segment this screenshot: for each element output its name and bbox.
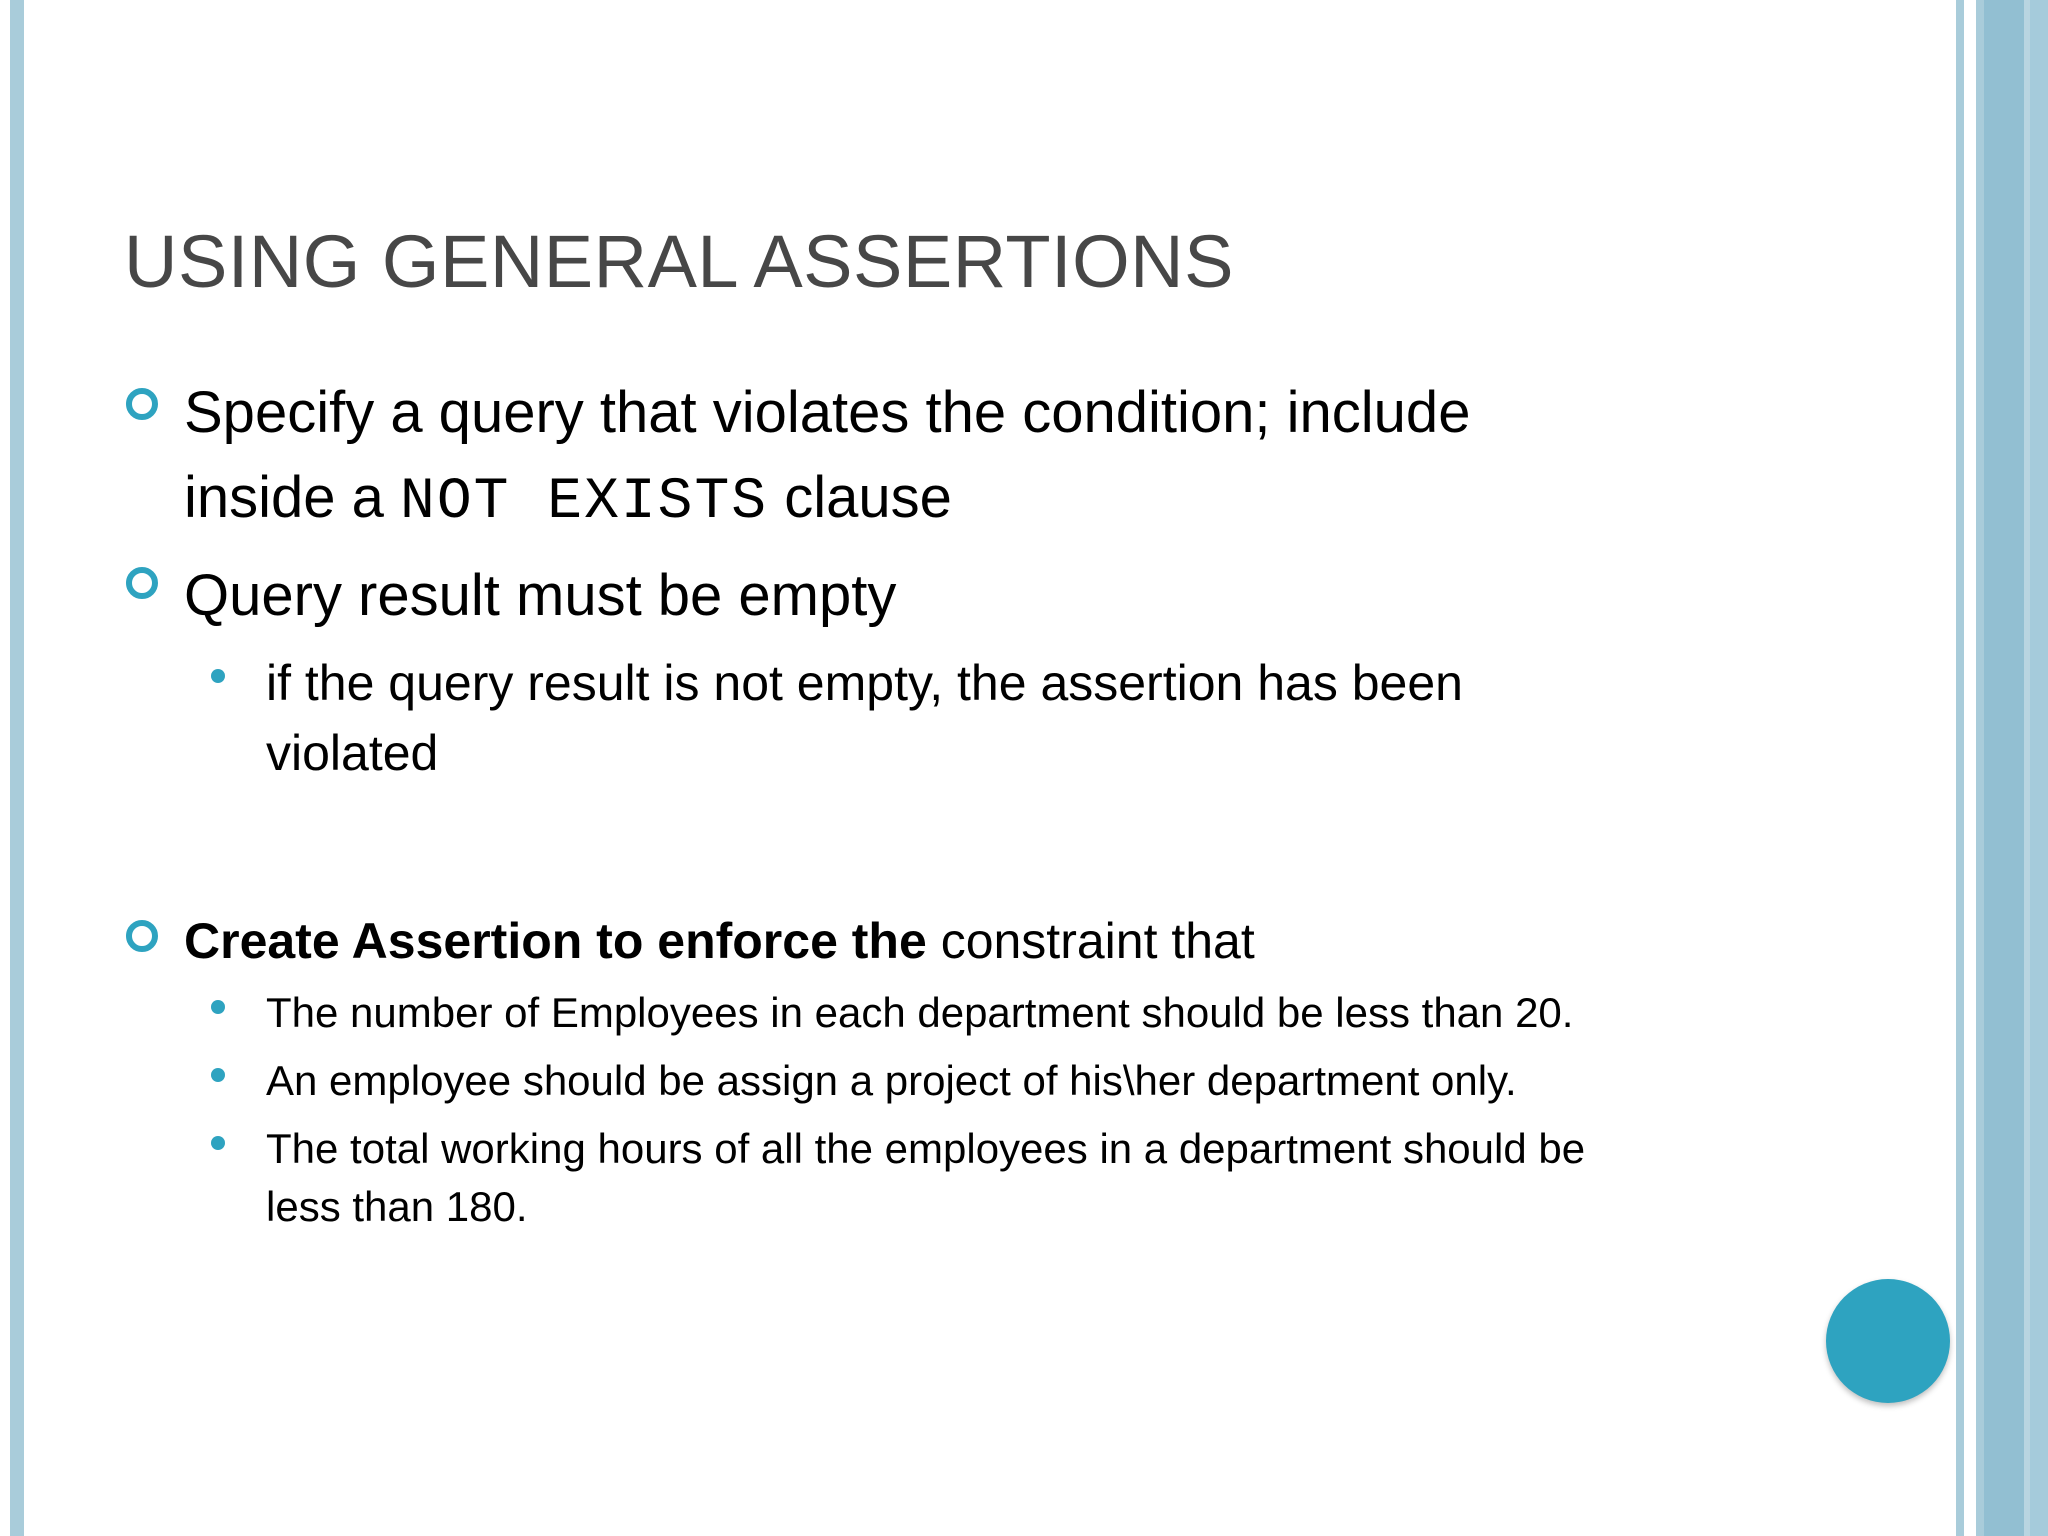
constraint-item-continuation: less than 180. bbox=[266, 1183, 528, 1230]
frame-line bbox=[2030, 0, 2048, 1536]
dot-bullet-icon bbox=[211, 1000, 225, 1014]
frame-gap bbox=[1964, 0, 1976, 1536]
point-1-line-2 bbox=[184, 457, 952, 544]
ring-bullet-icon bbox=[126, 567, 158, 599]
point-3-text bbox=[184, 905, 1255, 977]
point-1-prefix: inside a bbox=[184, 465, 384, 530]
point-1-suffix: clause bbox=[784, 465, 952, 530]
code-not-exists: NOT EXISTS bbox=[400, 470, 769, 535]
frame-line bbox=[1956, 0, 1964, 1536]
point-1-line-1: Specify a query that violates the condition; include bbox=[184, 380, 1471, 445]
frame-line bbox=[1984, 0, 2024, 1536]
constraint-item: An employee should be assign a project of his\her department only. bbox=[266, 1057, 1517, 1104]
dot-bullet-icon bbox=[211, 1068, 225, 1082]
point-2-text: Query result must be empty bbox=[184, 563, 897, 628]
point-3-bold: Create Assertion to enforce the bbox=[184, 913, 927, 969]
slide-title: USING GENERAL ASSERTIONS bbox=[124, 220, 1234, 303]
constraint-item: The total working hours of all the employees in a department should be bbox=[266, 1125, 1586, 1172]
left-border bbox=[10, 0, 24, 1536]
point-3-normal: constraint that bbox=[940, 913, 1255, 969]
constraint-item: The number of Employees in each department should be less than 20. bbox=[266, 989, 1574, 1036]
point-2-sub-line-2: violated bbox=[266, 725, 439, 781]
point-2-sub-line-1: if the query result is not empty, the assertion has been bbox=[266, 655, 1463, 711]
ring-bullet-icon bbox=[126, 920, 158, 952]
circle-button[interactable] bbox=[1826, 1279, 1950, 1403]
frame-line bbox=[1976, 0, 1984, 1536]
dot-bullet-icon bbox=[211, 1136, 225, 1150]
dot-bullet-icon bbox=[211, 669, 225, 683]
ring-bullet-icon bbox=[126, 388, 158, 420]
right-frame bbox=[1956, 0, 2048, 1536]
